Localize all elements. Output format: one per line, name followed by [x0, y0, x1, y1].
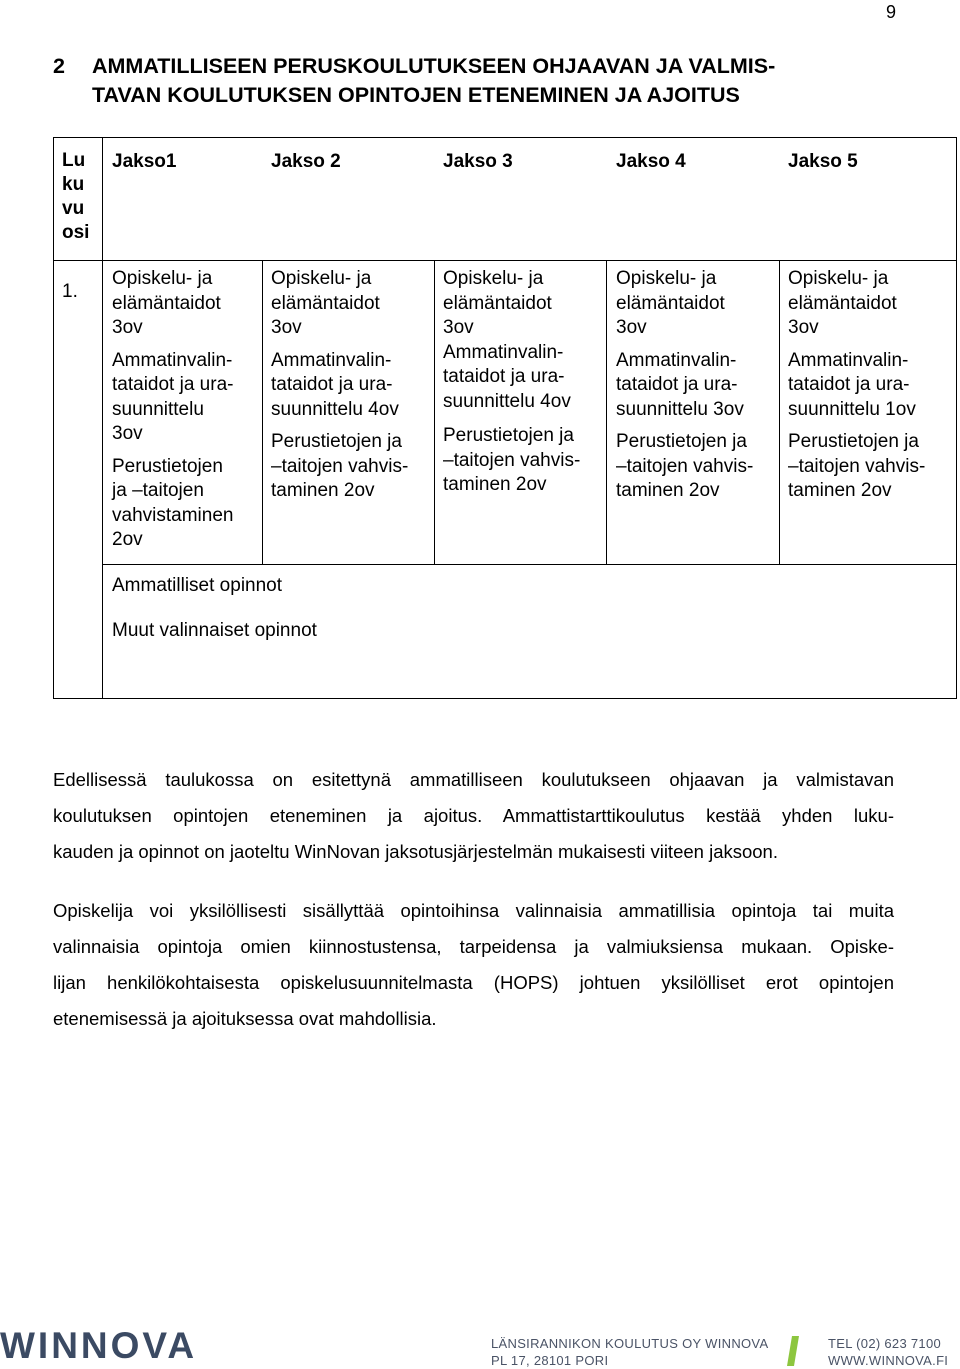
perustiedot-text: Perustietojen ja –taitojen vahvis- taminen 2ov [443, 425, 581, 495]
opiskelu-text: Opiskelu- ja elämäntaidot 3ov [616, 268, 725, 338]
header-jakso-5: Jakso 5 [788, 151, 858, 172]
ammatinvalinta-text: Ammatinvalin- tataidot ja ura- suunnittelu 4ov [271, 349, 399, 420]
section-title-line1: AMMATILLISEEN PERUSKOULUTUKSEEN OHJAAVAN JA VALMIS- [92, 54, 776, 78]
slash-icon [787, 1336, 799, 1366]
cell-jakso-5 [788, 267, 953, 504]
perustiedot-text: Perustietojen ja –taitojen vahvis- taminen 2ov [271, 431, 409, 501]
header-jakso-3: Jakso 3 [443, 151, 513, 172]
header-jakso-1: Jakso1 [112, 151, 177, 172]
ammatinvalinta-text: Ammatinvalin- tataidot ja ura- suunnittelu 3ov [616, 349, 744, 420]
cell-jakso-2 [271, 267, 431, 504]
section-number: 2 [53, 54, 65, 78]
perustiedot-text: Perustietojen ja –taitojen vahvis- taminen 2ov [616, 431, 754, 501]
footer-org-address: LÄNSIRANNIKON KOULUTUS OY WINNOVA PL 17, 28101 PORI [491, 1336, 769, 1368]
perustiedot-text: Perustietojen ja –taitojen vahvis- taminen 2ov [788, 431, 926, 501]
footer-contact: TEL (02) 623 7100 WWW.WINNOVA.FI [828, 1336, 949, 1368]
header-jakso-2: Jakso 2 [271, 151, 341, 172]
perustiedot-text: Perustietojen ja –taitojen vahvistaminen 2ov [112, 455, 234, 550]
ammatinvalinta-text: Ammatinvalin- tataidot ja ura- suunnittelu 1ov [788, 349, 916, 420]
opiskelu-text: Opiskelu- ja elämäntaidot 3ov [271, 268, 380, 338]
paragraph-2: Opiskelija voi yksilöllisesti sisällyttää opintoihinsa valinnaisia ammatillisia opintoja tai muita valinnaisia opintoja omien kiinnostustensa, tarpeidensa ja valmiuksiensa mukaan. Opiske- lijan henkilökohtaisesta opiskelusuunnitelmasta (HOPS) johtuen yksilölliset erot opintojen etenemisessä ja ajoituksessa ovat mahdollisia. [53, 900, 894, 1029]
opiskelu-text: Opiskelu- ja elämäntaidot 3ov [112, 268, 221, 338]
page-number: 9 [885, 2, 896, 22]
opiskelu-text: Opiskelu- ja elämäntaidot 3ov [443, 268, 552, 338]
header-lukuvuosi: Lu ku vu osi [62, 150, 90, 243]
cell-jakso-3 [443, 267, 603, 498]
ammatinvalinta-text: Ammatinvalin- tataidot ja ura- suunnittelu 3ov [112, 349, 234, 444]
section-title-line2: TAVAN KOULUTUKSEN OPINTOJEN ETENEMINEN JA AJOITUS [92, 83, 740, 107]
opiskelu-text: Opiskelu- ja elämäntaidot 3ov [788, 268, 897, 338]
muut-valinnaiset-opinnot: Muut valinnaiset opinnot [112, 620, 317, 641]
header-jakso-4: Jakso 4 [616, 151, 686, 172]
ammatilliset-opinnot: Ammatilliset opinnot [112, 575, 283, 596]
winnova-logo: WINNOVA [0, 1325, 198, 1366]
paragraph-1: Edellisessä taulukossa on esitettynä ammatilliseen koulutukseen ohjaavan ja valmistavan koulutuksen opintojen eteneminen ja ajoitus. Ammattistarttikoulutus kestää yhden luku- kauden ja opinnot on jaoteltu WinNovan jaksotusjärjestelmän mukaisesti viiteen jaksoon. [53, 769, 894, 862]
row-number: 1. [62, 281, 78, 302]
ammatinvalinta-text: Ammatinvalin- tataidot ja ura- suunnittelu 4ov [443, 341, 571, 412]
cell-jakso-1 [112, 267, 260, 553]
cell-jakso-4 [616, 267, 776, 504]
